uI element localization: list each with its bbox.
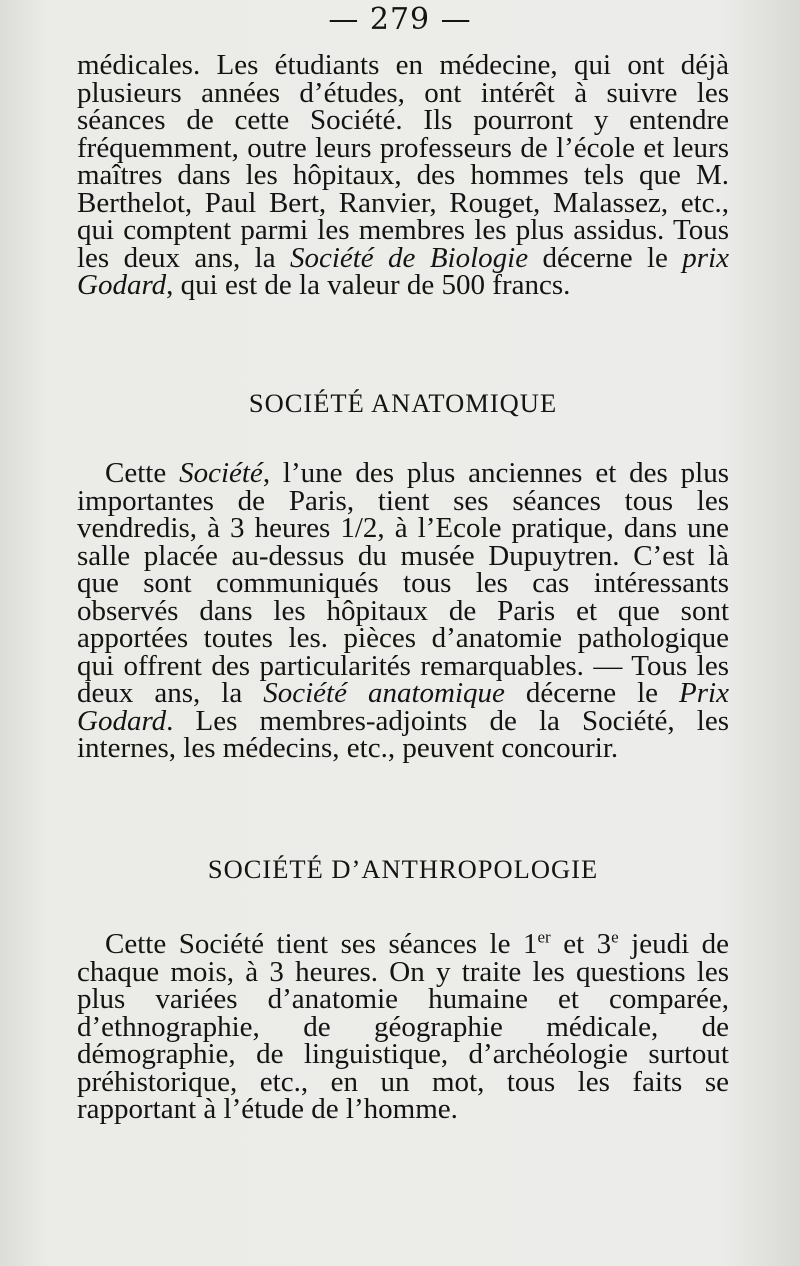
italic-societe-biologie: Société de Biologie — [289, 241, 529, 274]
heading-societe-anatomique: SOCIÉTÉ ANATOMIQUE — [248, 388, 558, 418]
paragraph-societe-anthropologie: Cette Société tient ses séances le 1er et 3e jeudi de chaque mois, à 3 heures. On y traite les questions les plus variées d’anatomie humaine et comparée, d’ethnographie, de géographie médicale, de démographie, de linguistique, d’archéologie surtout préhistorique, etc., en un mot, tous les faits se rapportant à l’étude de l’homme. — [77, 927, 730, 1125]
italic-societe: Société — [179, 457, 263, 489]
paragraph-societe-anatomique: Cette Société, l’une des plus anciennes et des plus importantes de Paris, tient ses séances tous les vendredis, à 3 heures 1/2, à l’Ecole pratique, dans une salle placée au-dessus du musée Dupuytren. C’est là que sont communiqués tous les cas intéressants observés dans les hôpitaux de Paris et que sont apportées toutes les. pièces d’anatomie pathologique qui offrent des particularités remarquables. — Tous les deux ans, la Société anatomique décerne le Prix Godard. Les membres-adjoints de la Société, les internes, les médecins, etc., peuvent concourir. — [77, 457, 730, 764]
page-number: — 279 — — [328, 2, 472, 37]
italic-prix-godard: prix Godard — [77, 241, 730, 301]
anatomique-paragraph-block — [77, 457, 730, 764]
intro-paragraph-block — [77, 49, 730, 301]
italic-prix-godard-2: Prix Godard — [77, 677, 729, 737]
italic-societe-anatomique: Société anatomique — [263, 677, 505, 709]
paragraph-medicales: médicales. Les étudiants en médecine, qui ont déjà plusieurs années d’études, ont intérêt à suivre les séances de cette Société. Ils pourront y entendre fréquemment, outre leurs professeurs de l’école et leurs maîtres dans les hôpitaux, des hommes tels que M. Berthelot, Paul Bert, Ranvier, Rouget, Malassez, etc., qui comptent parmi les membres les plus assidus. Tous les deux ans, la Société de Biologie décerne le prix Godard, qui est de la valeur de 500 francs. — [77, 49, 730, 301]
heading-societe-anthropologie: SOCIÉTÉ D’ANTHROPOLOGIE — [207, 854, 599, 884]
anthropologie-paragraph-block — [77, 927, 730, 1125]
